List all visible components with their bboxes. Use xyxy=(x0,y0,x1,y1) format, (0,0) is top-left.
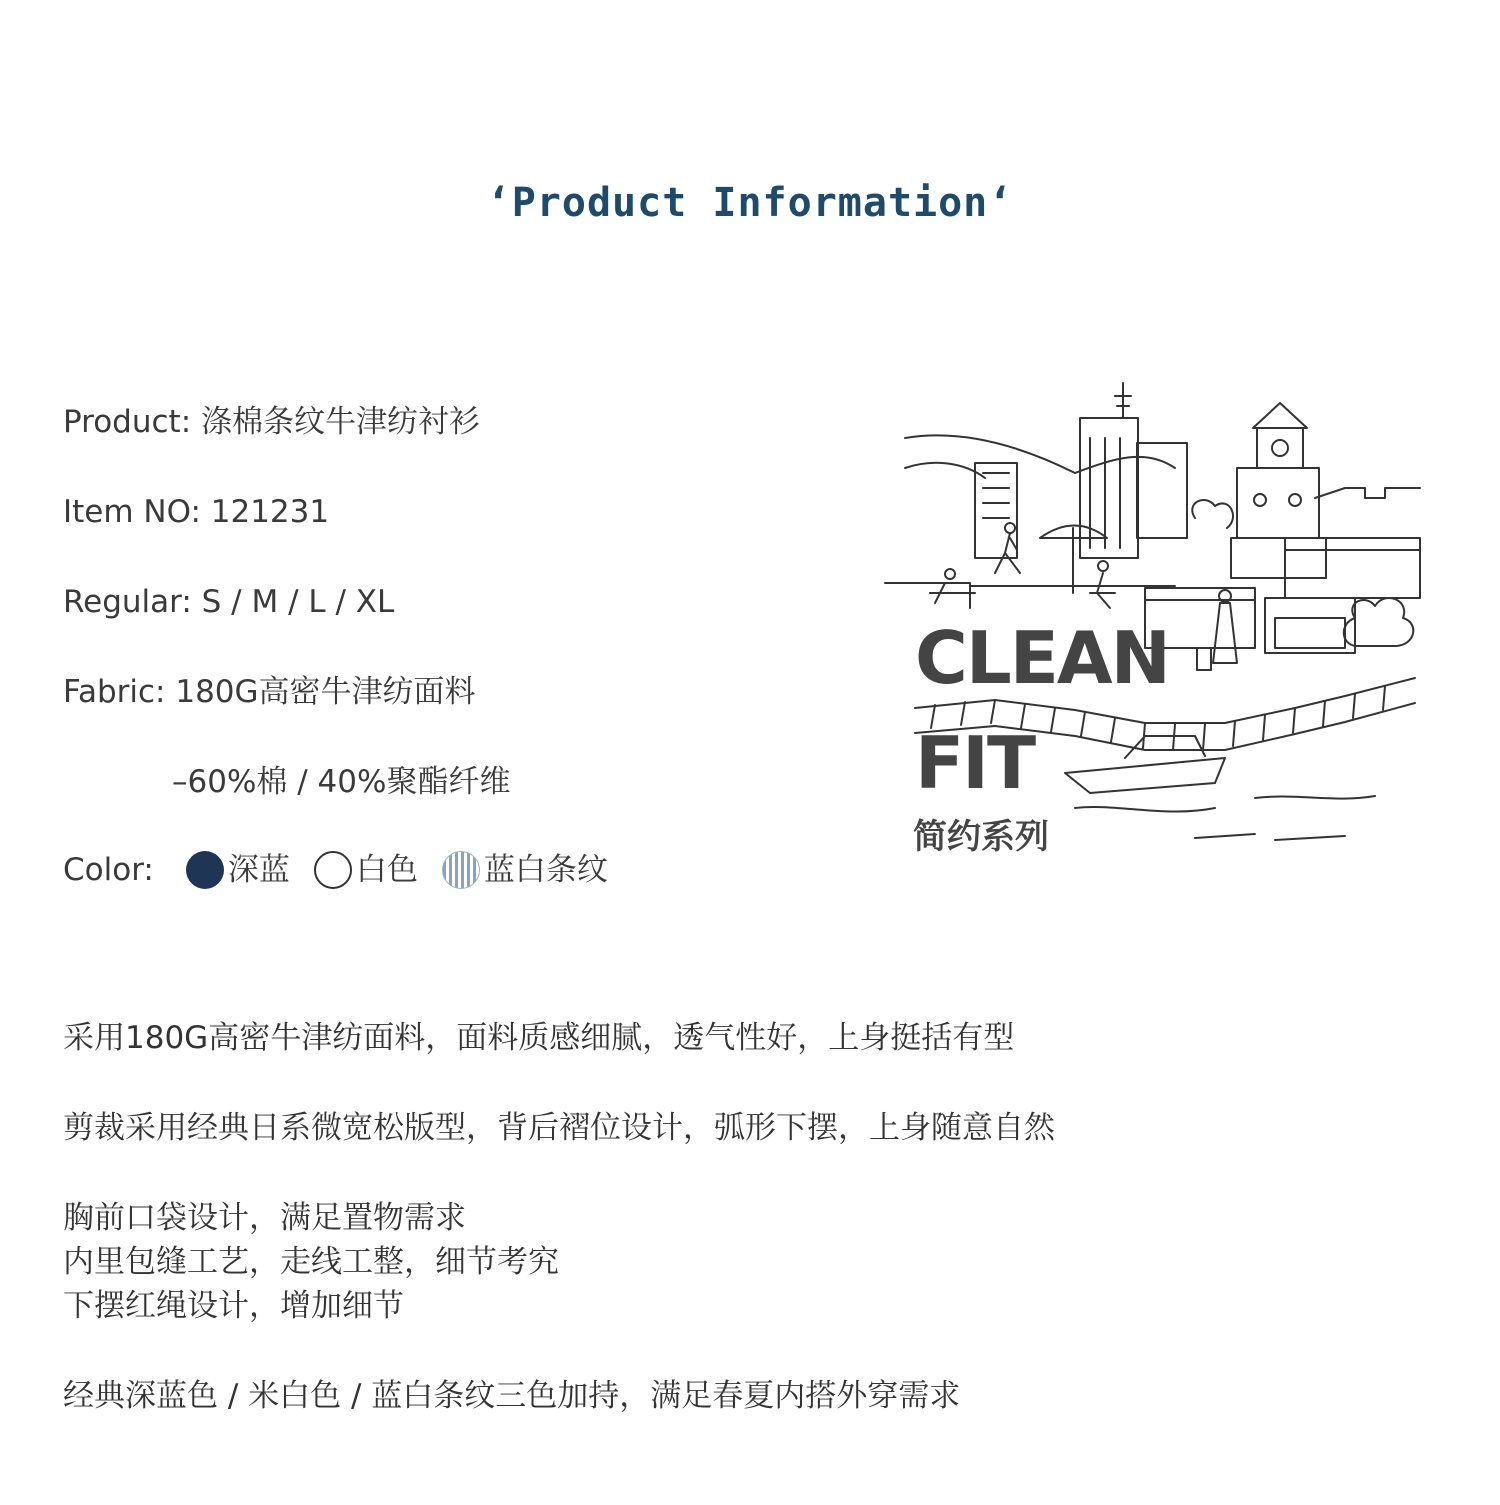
description-line: 采用180G高密牛津纺面料，面料质感细腻，透气性好，上身挺括有型 xyxy=(63,1020,1015,1056)
navy-swatch xyxy=(186,851,224,889)
description-line: 内里包缝工艺，走线工整，细节考究 xyxy=(63,1244,559,1280)
fabric-composition: –60%棉 / 40%聚酯纤维 xyxy=(172,764,511,800)
color-name: 白色 xyxy=(355,852,418,888)
fabric-info: Fabric: 180G高密牛津纺面料 xyxy=(63,674,476,710)
product-name: Product: 涤棉条纹牛津纺衬衫 xyxy=(63,404,481,440)
color-name: 深蓝 xyxy=(227,852,290,888)
series-caption: 简约系列 xyxy=(913,817,1049,857)
fit-word: FIT xyxy=(915,721,1035,805)
size-list: Regular: S / M / L / XL xyxy=(63,584,395,620)
white-swatch xyxy=(314,851,352,889)
clean-word: CLEAN xyxy=(915,616,1169,700)
color-option-navy xyxy=(186,850,290,890)
stripe-swatch xyxy=(442,851,480,889)
item-number: Item NO: 121231 xyxy=(63,494,330,530)
description-line: 下摆红绳设计，增加细节 xyxy=(63,1288,404,1324)
page-title: ‘Product Information‘ xyxy=(486,180,1014,226)
color-label: Color: xyxy=(63,852,154,888)
city-illustration xyxy=(875,378,1435,868)
description-line: 经典深蓝色 / 米白色 / 蓝白条纹三色加持，满足春夏内搭外穿需求 xyxy=(63,1378,961,1414)
color-name: 蓝白条纹 xyxy=(483,852,608,888)
description-line: 胸前口袋设计，满足置物需求 xyxy=(63,1200,466,1236)
color-option-stripe xyxy=(442,850,608,890)
color-options xyxy=(63,850,626,890)
color-option-white xyxy=(314,850,418,890)
description-line: 剪裁采用经典日系微宽松版型，背后褶位设计，弧形下摆，上身随意自然 xyxy=(63,1110,1055,1146)
